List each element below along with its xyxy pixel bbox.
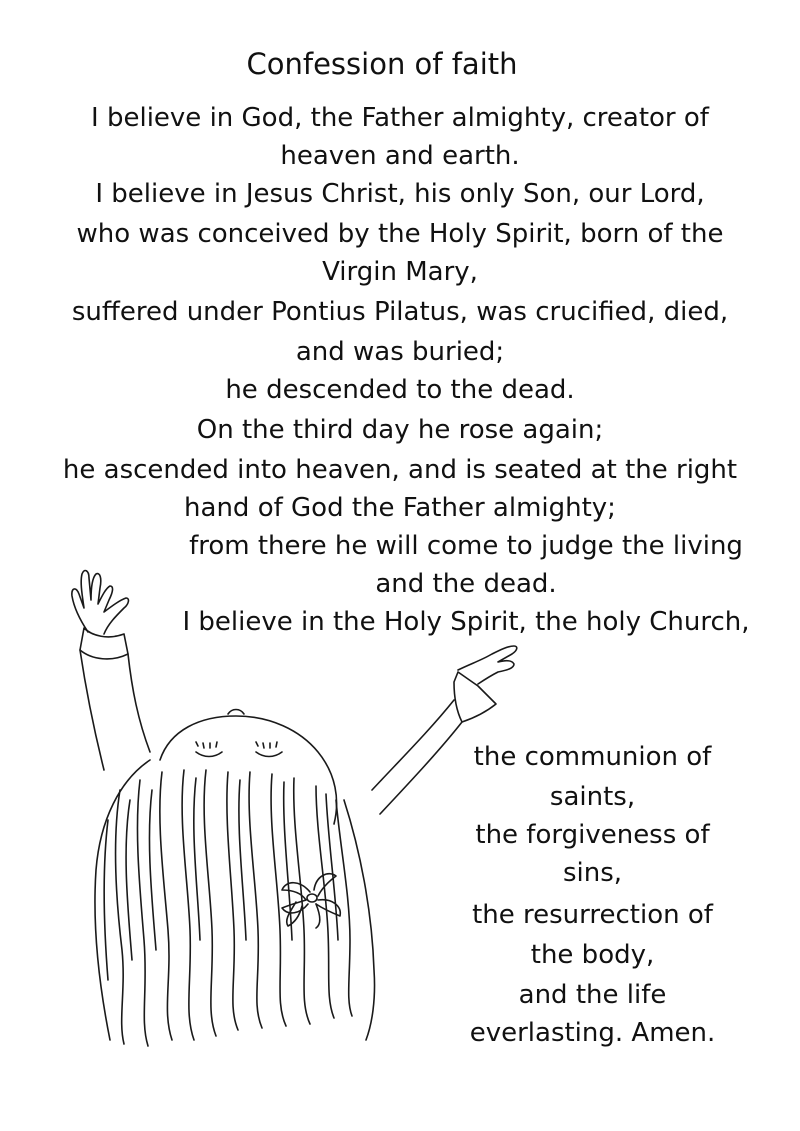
- creed-side-line: the communion of: [473, 742, 712, 772]
- creed-side-line: the resurrection of: [472, 900, 713, 930]
- creed-line: I believe in the Holy Spirit, the holy Church,: [182, 607, 750, 637]
- creed-line: On the third day he rose again;: [196, 415, 604, 445]
- creed-line: and was buried;: [295, 337, 505, 367]
- creed-line: he ascended into heaven, and is seated at the right: [62, 455, 738, 485]
- creed-side-line: sins,: [562, 858, 623, 888]
- creed-side-line: everlasting. Amen.: [469, 1018, 716, 1048]
- creed-line: I believe in God, the Father almighty, creator of: [91, 103, 709, 133]
- creed-line: I believe in Jesus Christ, his only Son, our Lord,: [95, 179, 705, 209]
- creed-side-line: the body,: [530, 940, 655, 970]
- creed-side-line: and the life: [518, 980, 667, 1010]
- creed-side-line: saints,: [549, 782, 636, 812]
- creed-line: and the dead.: [375, 569, 557, 599]
- creed-line: Virgin Mary,: [322, 257, 478, 287]
- creed-side-line: the forgiveness of: [475, 820, 710, 850]
- page-title: Confession of faith: [246, 47, 518, 81]
- creed-line: who was conceived by the Holy Spirit, born of the: [76, 219, 724, 249]
- creed-line: hand of God the Father almighty;: [184, 493, 616, 523]
- creed-line: he descended to the dead.: [225, 375, 575, 405]
- creed-line: suffered under Pontius Pilatus, was crucified, died,: [71, 297, 729, 327]
- creed-line: from there he will come to judge the living: [189, 531, 743, 561]
- creed-line: heaven and earth.: [280, 141, 520, 171]
